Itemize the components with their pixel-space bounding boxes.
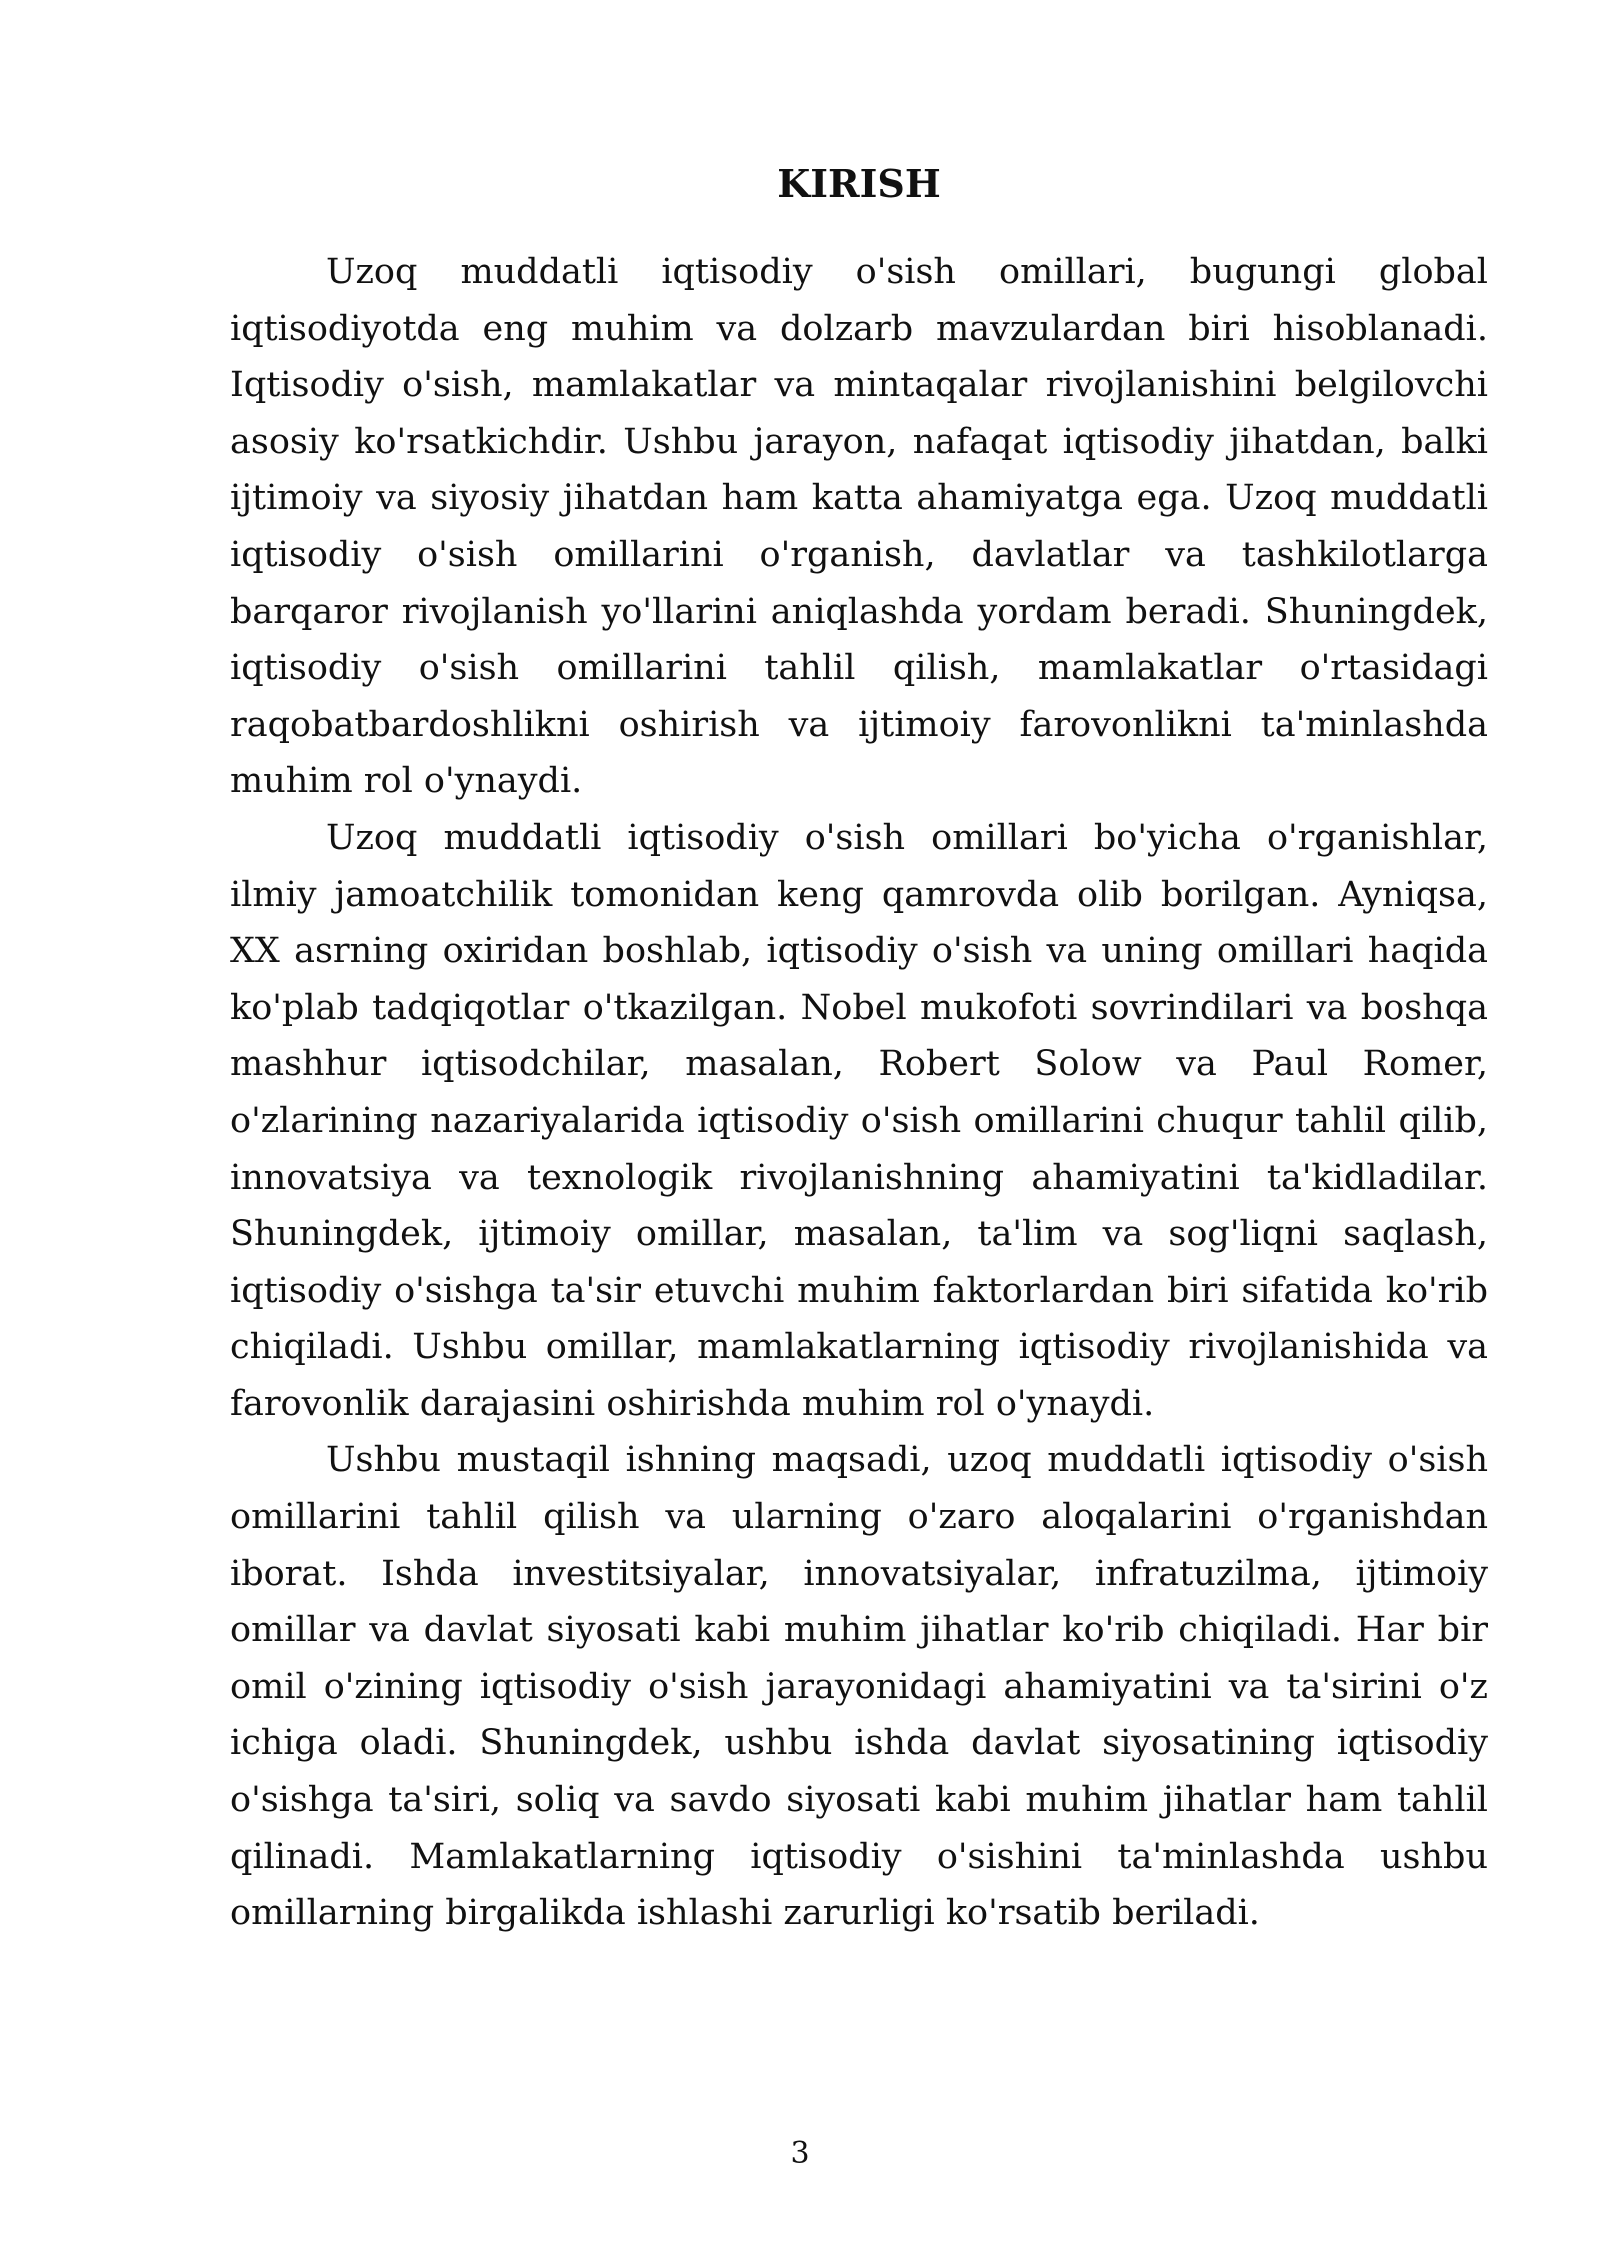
paragraph-3: Ushbu mustaqil ishning maqsadi, uzoq muddatli iqtisodiy o'sish omillarini tahlil qilish va ularning o'zaro aloqalarini o'rganishdan iborat. Ishda investitsiyalar, innovatsiyalar, infratuzilma, ijtimoiy omillar va davlat siyosati kabi muhim jihatlar ko'rib chiqiladi. Har bir omil o'zining iqtisodiy o'sish jarayonidagi ahamiyatini va ta'sirini o'z ichiga oladi. Shuningdek, ushbu ishda davlat siyosatining iqtisodiy o'sishga ta'siri, soliq va savdo siyosati kabi muhim jihatlar ham tahlil qilinadi. Mamlakatlarning iqtisodiy o'sishini ta'minlashda ushbu omillarning birgalikda ishlashi zarurligi ko'rsatib beriladi.	[230, 1440, 1488, 1934]
paragraph-2: Uzoq muddatli iqtisodiy o'sish omillari bo'yicha o'rganishlar, ilmiy jamoatchilik tomonidan keng qamrovda olib borilgan. Ayniqsa, XX asrning oxiridan boshlab, iqtisodiy o'sish va uning omillari haqida ko'plab tadqiqotlar o'tkazilgan. Nobel mukofoti sovrindilari va boshqa mashhur iqtisodchilar, masalan, Robert Solow va Paul Romer, o'zlarining nazariyalarida iqtisodiy o'sish omillarini chuqur tahlil qilib, innovatsiya va texnologik rivojlanishning ahamiyatini ta'kidladilar. Shuningdek, ijtimoiy omillar, masalan, ta'lim va sog'liqni saqlash, iqtisodiy o'sishga ta'sir etuvchi muhim faktorlardan biri sifatida ko'rib chiqiladi. Ushbu omillar, mamlakatlarning iqtisodiy rivojlanishida va farovonlik darajasini oshirishda muhim rol o'ynaydi.	[230, 817, 1488, 1424]
paragraph-1: Uzoq muddatli iqtisodiy o'sish omillari, bugungi global iqtisodiyotda eng muhim va dolzarb mavzulardan biri hisoblanadi. Iqtisodiy o'sish, mamlakatlar va mintaqalar rivojlanishini belgilovchi asosiy ko'rsatkichdir. Ushbu jarayon, nafaqat iqtisodiy jihatdan, balki ijtimoiy va siyosiy jihatdan ham katta ahamiyatga ega. Uzoq muddatli iqtisodiy o'sish omillarini o'rganish, davlatlar va tashkilotlarga barqaror rivojlanish yo'llarini aniqlashda yordam beradi. Shuningdek, iqtisodiy o'sish omillarini tahlil qilish, mamlakatlar o'rtasidagi raqobatbardoshlikni oshirish va ijtimoiy farovonlikni ta'minlashda muhim rol o'ynaydi.	[230, 252, 1488, 802]
page-number: 3	[790, 2136, 810, 2171]
document-body	[230, 244, 1488, 1942]
page-title: KIRISH	[777, 161, 941, 206]
